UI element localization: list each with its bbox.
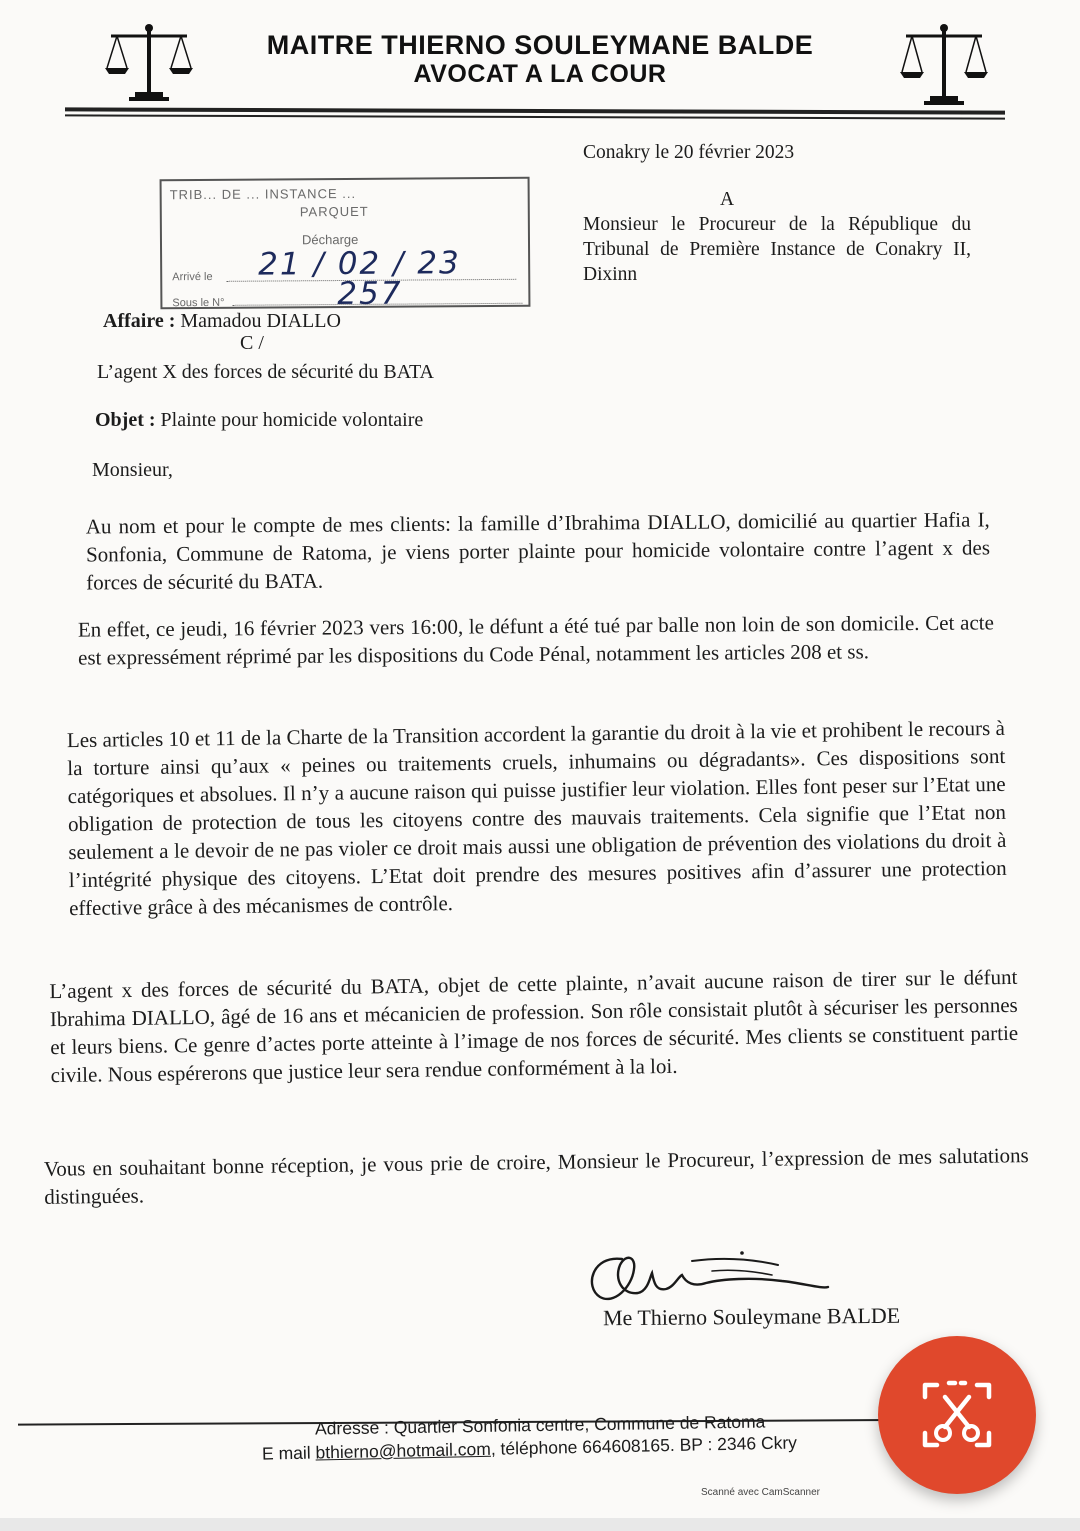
- camscanner-watermark: Scanné avec CamScanner: [701, 1487, 820, 1498]
- footer-email-link[interactable]: bthierno@hotmail.com: [315, 1438, 492, 1463]
- handwritten-signature: [582, 1247, 832, 1307]
- signatory-name: Me Thierno Souleymane BALDE: [602, 1302, 901, 1331]
- affaire-label: Affaire :: [103, 310, 176, 332]
- recipient-prefix: A: [720, 189, 735, 210]
- header-divider-thin: [65, 114, 1005, 119]
- objet-value: Plainte pour homicide volontaire: [155, 409, 424, 431]
- scales-of-justice-icon: [105, 22, 193, 102]
- recipient-address: Monsieur le Procureur de la République du Tribunal de Première Instance de Conakry II, Dixinn: [583, 214, 971, 285]
- court-reception-stamp: [160, 177, 531, 313]
- affaire-line: [103, 311, 341, 331]
- body-paragraph: Au nom et pour le compte de mes clients: la famille d’Ibrahima DIALLO, domicilié au quartier Hafia I, Sonfonia, Commune de Ratoma, je viens porter plainte pour homicide volontaire contre l’agent x des forces de sécurité du BATA.: [85, 507, 991, 595]
- stamp-arrival-date: 21 / 02 / 23: [258, 245, 461, 283]
- lawyer-name-heading: MAITRE THIERNO SOULEYMANE BALDE: [266, 30, 814, 60]
- salutation: Monsieur,: [92, 459, 173, 481]
- letter-date: Conakry le 20 février 2023: [583, 142, 795, 163]
- stamp-registration-number: 257: [337, 275, 403, 313]
- footer-email-label: E mail: [261, 1442, 316, 1464]
- stamp-number-label: Sous le N°: [172, 296, 225, 310]
- stamp-court-name: TRIB... DE ... INSTANCE ...: [169, 185, 357, 203]
- defendant-line: L’agent X des forces de sécurité du BATA: [97, 361, 435, 383]
- footer-phone-bp: , téléphone 664608165. BP : 2346 Ckry: [490, 1432, 798, 1459]
- scissors-crop-icon: [921, 1379, 993, 1451]
- footer-address: Adresse : Quartier Sonfonia centre, Commune de Ratoma: [314, 1411, 766, 1439]
- bottom-edge-bar: [0, 1518, 1080, 1531]
- stamp-parquet: PARQUET: [299, 203, 369, 220]
- body-paragraph: En effet, ce jeudi, 16 février 2023 vers 16:00, le défunt a été tué par balle non loin de son domicile. Cet acte est expressément réprimé par les dispositions du Code Pénal, notamment les articles 208 et ss.: [77, 610, 994, 670]
- stamp-decharge: Décharge: [301, 231, 359, 248]
- stamp-arrive-label: Arrivé le: [172, 270, 213, 284]
- contre-marker: C /: [240, 332, 264, 354]
- objet-label: Objet :: [95, 409, 156, 431]
- closing-paragraph: Vous en souhaitant bonne réception, je vous prie de croire, Monsieur le Procureur, l’expression de mes salutations distinguées.: [43, 1143, 1029, 1209]
- header-divider: [65, 107, 1005, 114]
- lawyer-title-heading: AVOCAT A LA COUR: [413, 60, 667, 88]
- objet-line: [95, 410, 423, 430]
- body-paragraph: L’agent x des forces de sécurité du BATA, objet de cette plainte, n’avait aucune raison de tirer sur le défunt Ibrahima DIALLO, âgé de 16 ans et mécanicien de profession. Son rôle consistait plutôt à sécuriser les personnes et leurs biens. Ce genre d’actes porte atteinte à l’image de nos forces de sécurité. Mes clients se constituent partie civile. Nous espérerons que justice leur sera rendue conformément à la loi.: [49, 964, 1019, 1088]
- body-paragraph: Les articles 10 et 11 de la Charte de la Transition accordent la garantie du droit à la vie et prohibent le recours à la torture ainsi qu’aux « peines ou traitements cruels, inhumains ou dégradants». Ces dispositions sont catégoriques et absolues. Il n’y a aucune raison qui puisse justifier leur violation. Elles font peser sur l’Etat une obligation de protection de tous les citoyens contre des mauvais traitements. Cela signifie que l’Etat non seulement a le devoir de ne pas violer ce droit mais aussi une obligation de prévention des violations du droit à l’intégrité physique des citoyens. L’Etat doit prendre des mesures positives afin d’assurer une protection effective grâce à des mécanismes de contrôle.: [66, 715, 1007, 921]
- scales-of-justice-icon: [900, 22, 988, 106]
- affaire-value: Mamadou DIALLO: [175, 310, 341, 332]
- scan-crop-button[interactable]: [878, 1336, 1036, 1494]
